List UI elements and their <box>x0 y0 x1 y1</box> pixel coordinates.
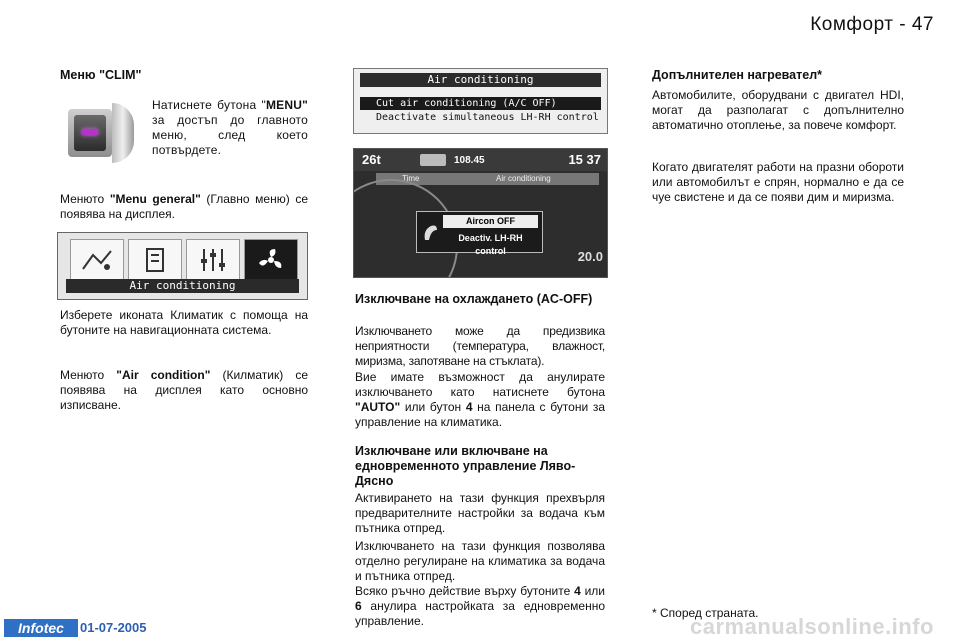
clim-menu-heading: Меню "CLIM" <box>60 68 142 82</box>
menu-general-screen <box>57 232 308 300</box>
lh-rh-text-2: Изключването на тази функция позволява отделно регулиране на климатика за водача и пътника отпред. <box>355 539 605 583</box>
infotec-logo: Infotec <box>4 619 78 637</box>
watermark: carmanualsonline.info <box>690 614 934 639</box>
aux-heater-text-2: Когато двигателят работи на празни обороти или автомобилът е спрян, нормално е да се чуе свистене и да се появи дим и миризма. <box>652 160 904 204</box>
confirmation-popup <box>416 211 543 256</box>
aux-heater-heading: Допълнителен нагревател* <box>652 68 823 82</box>
air-conditioning-menu-screen <box>353 68 608 134</box>
tab-strip: Time Air conditioning <box>376 173 599 185</box>
menu-general-text: Менюто "Menu general" (Главно меню) се появява на дисплея. <box>60 192 308 221</box>
settings-sliders-icon <box>186 239 240 281</box>
screen-title: Air conditioning <box>360 73 601 87</box>
menu-button-light-icon <box>82 129 98 135</box>
lh-rh-heading: Изключване или включване на едновременното управление Ляво-Дясно <box>355 444 576 488</box>
menu-option-ac-off: Cut air conditioning (A/C OFF) <box>360 97 601 110</box>
fan-icon <box>421 220 441 244</box>
menu-option-lh-rh: Deactivate simultaneous LH-RH control <box>376 112 599 123</box>
ac-off-text-1: Изключването може да предизвика неприятности (температура, влажност, миризма, запотяване на стъклата). <box>355 324 605 368</box>
air-conditioning-fan-icon <box>244 239 298 281</box>
aux-heater-text-1: Автомобилите, оборудвани с двигател HDI, могат да разполагат с допълнително автоматично отоплење, за повече комфорт. <box>652 88 904 132</box>
audio-navigation-icon <box>70 239 124 281</box>
popup-line-2: Deactiv. LH-RH control <box>458 233 523 256</box>
lh-rh-text-1: Активирането на тази функция прехвърля предварителните настройки за водача към пътника отпред. <box>355 491 605 535</box>
frequency-readout: 108.45 <box>454 155 485 166</box>
clock-readout: 15 37 <box>568 152 601 167</box>
lh-rh-text-3: Всяко ръчно действие върху бутоните 4 или 6 анулира настройката за едновременно управление. <box>355 584 605 628</box>
footnote: * Според страната. <box>652 606 759 620</box>
popup-line-1: Aircon OFF <box>443 215 538 228</box>
select-icon-text: Изберете иконата Климатик с помоща на бутоните на навигационната система. <box>60 308 308 337</box>
vehicle-config-icon <box>128 239 182 281</box>
edition-date: 01-07-2005 <box>80 620 147 635</box>
ac-off-text-2: Вие имате възможност да анулирате изключването като натиснете бутона "AUTO" или бутон 4 на панела с бутони за управление на климатика. <box>355 370 605 429</box>
aircond-menu-text: Менюто "Air condition" (Килматик) се появява на дисплея като основно изписване. <box>60 368 308 412</box>
menu-button-image <box>60 103 135 163</box>
ac-off-heading: Изключване на охлаждането (AC-OFF) <box>355 292 593 306</box>
radio-icon <box>420 154 446 166</box>
status-bar <box>354 149 607 171</box>
press-menu-text: Натиснете бутона "MENU" за достъп до главното меню, след което потвърдете. <box>152 98 308 157</box>
right-value: 20.0 <box>577 249 603 264</box>
display-confirmation-screen <box>353 148 608 278</box>
page-number-title: Комфорт - 47 <box>810 14 934 35</box>
icons-bar-label: Air conditioning <box>66 279 299 293</box>
temperature-readout: 26t <box>362 152 381 167</box>
